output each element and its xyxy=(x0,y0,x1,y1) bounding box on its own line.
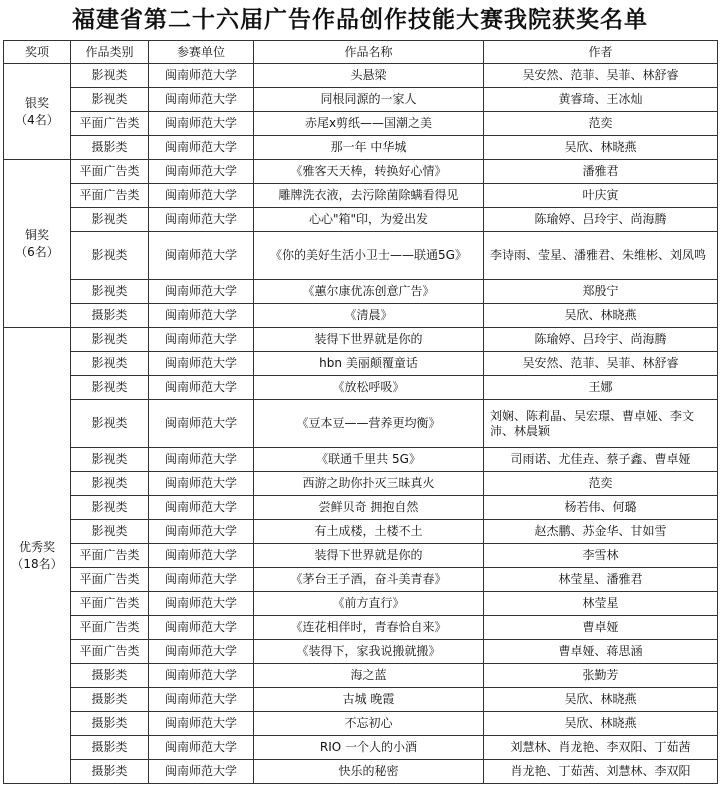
work-title-cell: 海之蓝 xyxy=(254,664,484,688)
work-title-cell: 《前方直行》 xyxy=(254,592,484,616)
unit-cell: 闽南师范大学 xyxy=(149,568,254,592)
author-cell: 曹卓娅 xyxy=(484,616,718,640)
award-cell xyxy=(4,328,71,784)
category-cell: 平面广告类 xyxy=(71,568,149,592)
unit-cell: 闽南师范大学 xyxy=(149,136,254,160)
category-cell: 摄影类 xyxy=(71,760,149,784)
header-award: 奖项 xyxy=(4,41,71,64)
unit-cell: 闽南师范大学 xyxy=(149,448,254,472)
table-row xyxy=(4,112,718,136)
unit-cell: 闽南师范大学 xyxy=(149,64,254,88)
category-cell: 影视类 xyxy=(71,496,149,520)
table-row xyxy=(4,376,718,400)
table-row xyxy=(4,520,718,544)
award-table xyxy=(3,40,718,784)
unit-cell: 闽南师范大学 xyxy=(149,184,254,208)
table-row xyxy=(4,136,718,160)
unit-cell: 闽南师范大学 xyxy=(149,280,254,304)
author-cell: 范奕 xyxy=(484,112,718,136)
work-title-cell: hbn 美丽颠覆童话 xyxy=(254,352,484,376)
table-row xyxy=(4,448,718,472)
work-title-cell: 西游之助你扑灭三昧真火 xyxy=(254,472,484,496)
author-cell: 陈瑜婷、吕玲宇、尚海腾 xyxy=(484,208,718,232)
author-cell: 吴安然、范菲、吴菲、林舒睿 xyxy=(484,64,718,88)
category-cell: 影视类 xyxy=(71,280,149,304)
table-row xyxy=(4,496,718,520)
table-row xyxy=(4,208,718,232)
author-cell: 李诗雨、莹星、潘雅君、朱维彬、刘凤鸣 xyxy=(484,232,718,280)
work-title-cell: 装得下世界就是你的 xyxy=(254,544,484,568)
author-cell: 吴欣、林晓燕 xyxy=(484,712,718,736)
work-title-cell: 装得下世界就是你的 xyxy=(254,328,484,352)
category-cell: 摄影类 xyxy=(71,304,149,328)
unit-cell: 闽南师范大学 xyxy=(149,544,254,568)
unit-cell: 闽南师范大学 xyxy=(149,400,254,448)
category-cell: 影视类 xyxy=(71,208,149,232)
table-row xyxy=(4,304,718,328)
table-row xyxy=(4,568,718,592)
unit-cell: 闽南师范大学 xyxy=(149,88,254,112)
category-cell: 影视类 xyxy=(71,400,149,448)
unit-cell: 闽南师范大学 xyxy=(149,208,254,232)
author-cell: 司雨诺、尤佳垚、蔡子鑫、曹卓娅 xyxy=(484,448,718,472)
table-row xyxy=(4,400,718,448)
award-name: 铜奖 xyxy=(24,227,49,242)
author-cell: 赵杰鹏、苏金华、甘如雪 xyxy=(484,520,718,544)
table-row xyxy=(4,712,718,736)
work-title-cell: 《蕙尔康优冻创意广告》 xyxy=(254,280,484,304)
work-title-cell: 赤尾x剪纸——国潮之美 xyxy=(254,112,484,136)
header-unit: 参赛单位 xyxy=(149,41,254,64)
author-cell: 曹卓娅、蒋思涵 xyxy=(484,640,718,664)
category-cell: 平面广告类 xyxy=(71,616,149,640)
unit-cell: 闽南师范大学 xyxy=(149,520,254,544)
category-cell: 摄影类 xyxy=(71,736,149,760)
work-title-cell: 头悬梁 xyxy=(254,64,484,88)
unit-cell: 闽南师范大学 xyxy=(149,472,254,496)
table-row xyxy=(4,352,718,376)
table-row xyxy=(4,760,718,784)
unit-cell: 闽南师范大学 xyxy=(149,160,254,184)
author-cell: 范奕 xyxy=(484,472,718,496)
author-cell: 吴欣、林晓燕 xyxy=(484,304,718,328)
unit-cell: 闽南师范大学 xyxy=(149,112,254,136)
category-cell: 影视类 xyxy=(71,88,149,112)
work-title-cell: 《雅客天天棒，转换好心情》 xyxy=(254,160,484,184)
author-cell: 林莹星 xyxy=(484,592,718,616)
work-title-cell: 快乐的秘密 xyxy=(254,760,484,784)
table-header-row xyxy=(4,41,718,64)
work-title-cell: 古城 晚霞 xyxy=(254,688,484,712)
author-cell: 肖龙艳、丁茹茜、刘慧林、李双阳 xyxy=(484,760,718,784)
author-cell: 杨若伟、何璐 xyxy=(484,496,718,520)
work-title-cell: 尝鲜贝奇 拥抱自然 xyxy=(254,496,484,520)
work-title-cell: 不忘初心 xyxy=(254,712,484,736)
header-category: 作品类别 xyxy=(71,41,149,64)
unit-cell: 闽南师范大学 xyxy=(149,736,254,760)
table-row xyxy=(4,184,718,208)
table-row xyxy=(4,64,718,88)
table-row xyxy=(4,688,718,712)
category-cell: 影视类 xyxy=(71,328,149,352)
unit-cell: 闽南师范大学 xyxy=(149,760,254,784)
work-title-cell: 有土成楼，土楼不土 xyxy=(254,520,484,544)
author-cell: 陈瑜婷、吕玲宇、尚海腾 xyxy=(484,328,718,352)
table-row xyxy=(4,280,718,304)
author-cell: 李雪林 xyxy=(484,544,718,568)
award-cell xyxy=(4,64,71,160)
unit-cell: 闽南师范大学 xyxy=(149,616,254,640)
author-cell: 吴安然、范菲、吴菲、林舒睿 xyxy=(484,352,718,376)
work-title-cell: 《豆本豆——营养更均衡》 xyxy=(254,400,484,448)
category-cell: 影视类 xyxy=(71,472,149,496)
category-cell: 摄影类 xyxy=(71,136,149,160)
author-cell: 张勤芳 xyxy=(484,664,718,688)
work-title-cell: 《清晨》 xyxy=(254,304,484,328)
category-cell: 摄影类 xyxy=(71,712,149,736)
author-cell: 吴欣、林晓燕 xyxy=(484,136,718,160)
table-row xyxy=(4,160,718,184)
author-cell: 林莹星、潘雅君 xyxy=(484,568,718,592)
table-row xyxy=(4,664,718,688)
author-cell: 吴欣、林晓燕 xyxy=(484,688,718,712)
category-cell: 摄影类 xyxy=(71,688,149,712)
author-cell: 刘慧林、肖龙艳、李双阳、丁茹茜 xyxy=(484,736,718,760)
category-cell: 影视类 xyxy=(71,352,149,376)
category-cell: 平面广告类 xyxy=(71,160,149,184)
work-title-cell: 《联通千里共 5G》 xyxy=(254,448,484,472)
author-cell: 刘娴、陈莉晶、吴宏璟、曹卓娅、李文沛、林晨颖 xyxy=(484,400,718,448)
author-cell: 叶庆寅 xyxy=(484,184,718,208)
table-body xyxy=(4,64,718,784)
work-title-cell: 雕牌洗衣液，去污除菌除螨看得见 xyxy=(254,184,484,208)
unit-cell: 闽南师范大学 xyxy=(149,640,254,664)
author-cell: 潘雅君 xyxy=(484,160,718,184)
category-cell: 平面广告类 xyxy=(71,592,149,616)
work-title-cell: 《茅台王子酒，奋斗美青春》 xyxy=(254,568,484,592)
work-title-cell: 同根同源的一家人 xyxy=(254,88,484,112)
table-row xyxy=(4,88,718,112)
unit-cell: 闽南师范大学 xyxy=(149,664,254,688)
page-title: 福建省第二十六届广告作品创作技能大赛我院获奖名单 xyxy=(72,7,648,33)
unit-cell: 闽南师范大学 xyxy=(149,232,254,280)
work-title-cell: RIO 一个人的小酒 xyxy=(254,736,484,760)
header-author: 作者 xyxy=(484,41,718,64)
category-cell: 平面广告类 xyxy=(71,640,149,664)
work-title-cell: 《连花相伴时，青春恰自来》 xyxy=(254,616,484,640)
table-row xyxy=(4,736,718,760)
author-cell: 王娜 xyxy=(484,376,718,400)
table-row xyxy=(4,544,718,568)
award-count: （18名） xyxy=(11,556,63,571)
category-cell: 平面广告类 xyxy=(71,184,149,208)
unit-cell: 闽南师范大学 xyxy=(149,496,254,520)
author-cell: 黄睿琦、王冰灿 xyxy=(484,88,718,112)
unit-cell: 闽南师范大学 xyxy=(149,712,254,736)
work-title-cell: 《放松呼吸》 xyxy=(254,376,484,400)
award-cell xyxy=(4,160,71,328)
category-cell: 摄影类 xyxy=(71,664,149,688)
work-title-cell: 心心"箱"印，为爱出发 xyxy=(254,208,484,232)
award-count: （4名） xyxy=(15,112,59,127)
category-cell: 影视类 xyxy=(71,232,149,280)
unit-cell: 闽南师范大学 xyxy=(149,352,254,376)
unit-cell: 闽南师范大学 xyxy=(149,304,254,328)
award-count: （6名） xyxy=(15,244,59,259)
table-row xyxy=(4,616,718,640)
award-name: 优秀奖 xyxy=(18,539,55,554)
table-row xyxy=(4,328,718,352)
author-cell: 郑殷宁 xyxy=(484,280,718,304)
work-title-cell: 那一年 中华城 xyxy=(254,136,484,160)
unit-cell: 闽南师范大学 xyxy=(149,688,254,712)
work-title-cell: 《装得下，家我说搬就搬》 xyxy=(254,640,484,664)
work-title-cell: 《你的美好生活小卫士——联通5G》 xyxy=(254,232,484,280)
table-row xyxy=(4,232,718,280)
category-cell: 平面广告类 xyxy=(71,112,149,136)
table-row xyxy=(4,592,718,616)
unit-cell: 闽南师范大学 xyxy=(149,592,254,616)
category-cell: 影视类 xyxy=(71,448,149,472)
category-cell: 影视类 xyxy=(71,376,149,400)
category-cell: 影视类 xyxy=(71,520,149,544)
table-row xyxy=(4,640,718,664)
unit-cell: 闽南师范大学 xyxy=(149,376,254,400)
category-cell: 平面广告类 xyxy=(71,544,149,568)
category-cell: 影视类 xyxy=(71,64,149,88)
unit-cell: 闽南师范大学 xyxy=(149,328,254,352)
table-row xyxy=(4,472,718,496)
header-work: 作品名称 xyxy=(254,41,484,64)
award-name: 银奖 xyxy=(24,95,49,110)
